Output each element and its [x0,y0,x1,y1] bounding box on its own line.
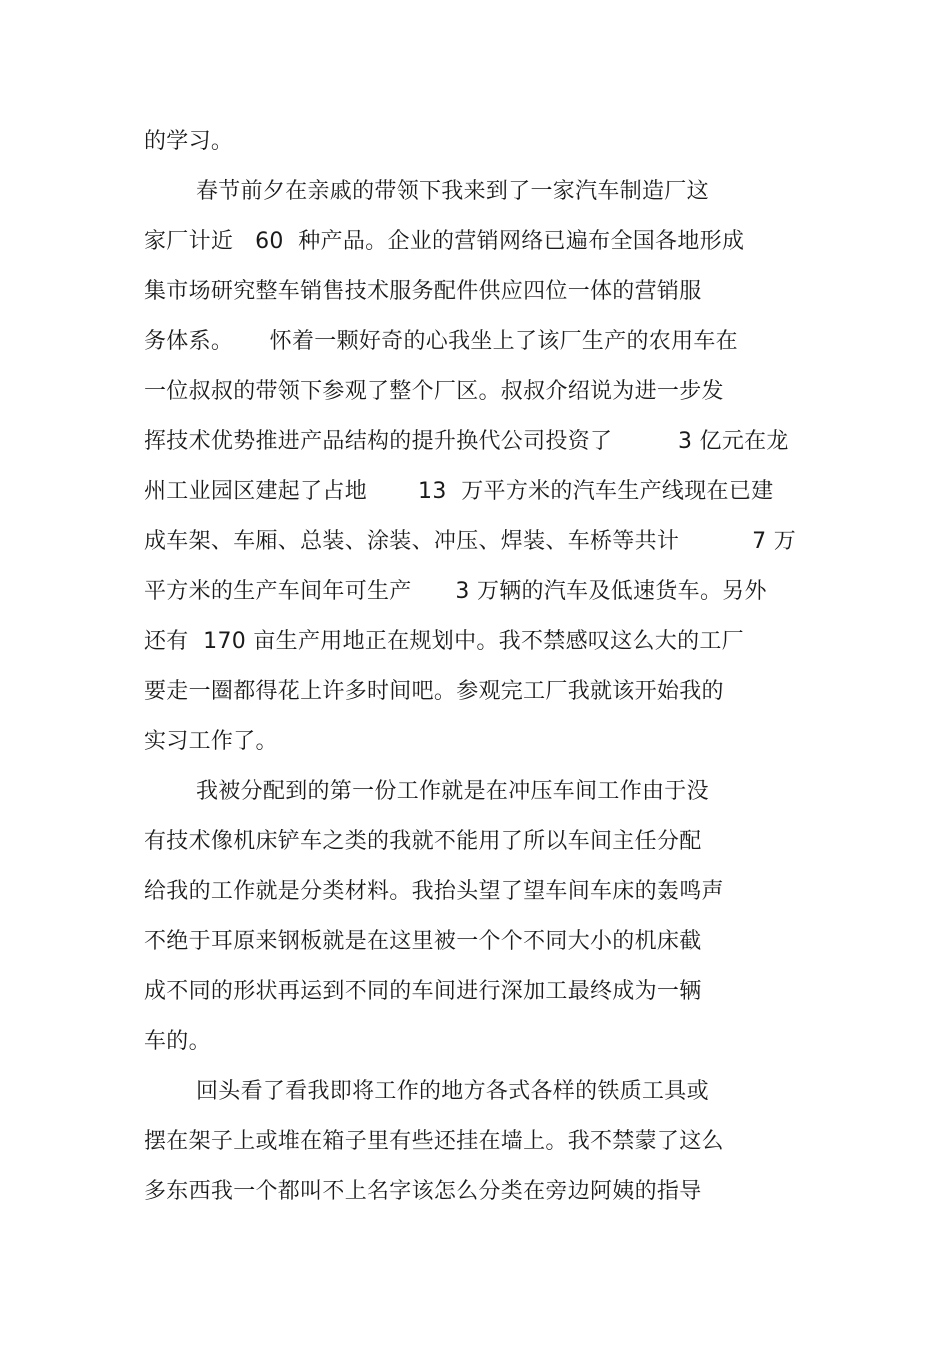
text-line: 务体系。 怀着一颗好奇的心我坐上了该厂生产的农用车在 [144,329,738,354]
text-line: 平方米的生产车间年可生产 3 万辆的汽车及低速货车。另外 [144,579,767,604]
paragraph-start-line: 回头看了看我即将工作的地方各式各样的铁质工具或 [196,1079,709,1104]
text-line: 的学习。 [144,129,234,154]
text-line: 车的。 [144,1029,211,1054]
text-line: 多东西我一个都叫不上名字该怎么分类在旁边阿姨的指导 [144,1179,702,1204]
text-line: 实习工作了。 [144,729,278,754]
paragraph-start-line: 我被分配到的第一份工作就是在冲压车间工作由于没 [196,779,709,804]
text-line: 集市场研究整车销售技术服务配件供应四位一体的营销服 [144,279,702,304]
text-line: 家厂计近 60 种产品。企业的营销网络已遍布全国各地形成 [144,229,745,254]
paragraph-start-line: 春节前夕在亲戚的带领下我来到了一家汽车制造厂这 [196,179,709,204]
text-line: 不绝于耳原来钢板就是在这里被一个个不同大小的机床截 [144,929,702,954]
text-line: 给我的工作就是分类材料。我抬头望了望车间车床的轰鸣声 [144,879,724,904]
text-line: 有技术像机床铲车之类的我就不能用了所以车间主任分配 [144,829,702,854]
text-line: 成不同的形状再运到不同的车间进行深加工最终成为一辆 [144,979,702,1004]
text-line: 要走一圈都得花上许多时间吧。参观完工厂我就该开始我的 [144,679,724,704]
text-line: 挥技术优势推进产品结构的提升换代公司投资了 3 亿元在龙 [144,429,789,454]
text-line: 州工业园区建起了占地 13 万平方米的汽车生产线现在已建 [144,479,774,504]
text-line: 成车架、车厢、总装、涂装、冲压、焊装、车桥等共计 7 万 [144,529,797,554]
text-line: 摆在架子上或堆在箱子里有些还挂在墙上。我不禁蒙了这么 [144,1129,724,1154]
text-line: 还有 170 亩生产用地正在规划中。我不禁感叹这么大的工厂 [144,629,744,654]
text-line: 一位叔叔的带领下参观了整个厂区。叔叔介绍说为进一步发 [144,379,724,404]
